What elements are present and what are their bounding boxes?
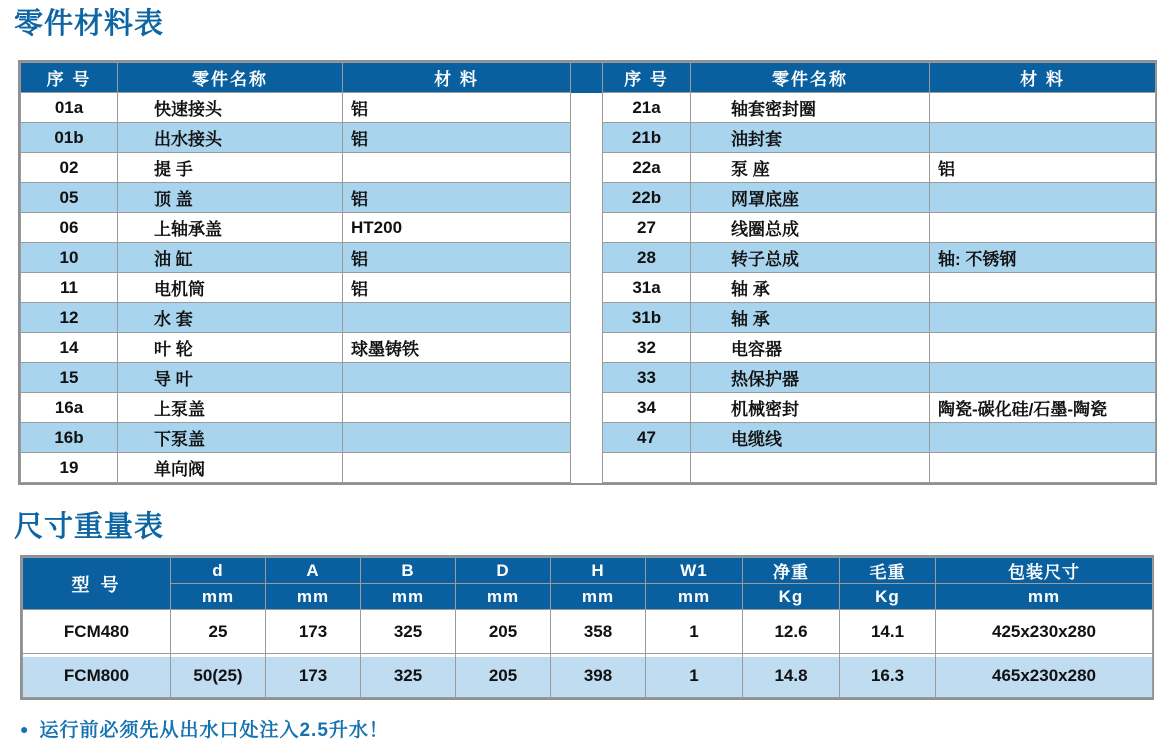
- value-package-size: 425x230x280: [936, 610, 1153, 654]
- part-material: 铝: [930, 153, 1156, 183]
- part-material: [930, 303, 1156, 333]
- part-name: 快速接头: [118, 93, 343, 123]
- part-name: 转子总成: [691, 243, 930, 273]
- part-material: 球墨铸铁: [343, 333, 571, 363]
- table-gutter: [571, 363, 603, 393]
- part-no: 21a: [603, 93, 691, 123]
- part-no: 10: [21, 243, 118, 273]
- part-material: 铝: [343, 123, 571, 153]
- unit-b: mm: [361, 584, 456, 610]
- table-row: [21, 453, 1156, 483]
- value-net-weight: 12.6: [743, 610, 840, 654]
- part-name: 上泵盖: [118, 393, 343, 423]
- parts-table-container: [18, 60, 1157, 485]
- part-no: 01b: [21, 123, 118, 153]
- part-material: [930, 213, 1156, 243]
- table-gutter: [571, 153, 603, 183]
- table-row: [21, 93, 1156, 123]
- part-no: 12: [21, 303, 118, 333]
- header-no-left: 序 号: [21, 63, 118, 93]
- value-package-size: 465x230x280: [936, 654, 1153, 698]
- dims-header-row-units: [23, 584, 1153, 610]
- part-name: 泵 座: [691, 153, 930, 183]
- unit-d2: mm: [456, 584, 551, 610]
- unit-gross-weight: Kg: [840, 584, 936, 610]
- part-no: 11: [21, 273, 118, 303]
- table-row: [21, 213, 1156, 243]
- part-no: 01a: [21, 93, 118, 123]
- table-gutter: [571, 273, 603, 303]
- dims-header-row-labels: [23, 558, 1153, 584]
- value-d2: 205: [456, 610, 551, 654]
- header-material-right: 材 料: [930, 63, 1156, 93]
- table-row: [23, 654, 1153, 698]
- header-package-size: 包装尺寸: [936, 558, 1153, 584]
- value-d: 25: [171, 610, 266, 654]
- header-a: A: [266, 558, 361, 584]
- unit-h: mm: [551, 584, 646, 610]
- part-no: 15: [21, 363, 118, 393]
- part-name: 顶 盖: [118, 183, 343, 213]
- header-d: d: [171, 558, 266, 584]
- part-material: 铝: [343, 93, 571, 123]
- part-no: 33: [603, 363, 691, 393]
- table-gutter: [571, 393, 603, 423]
- part-material: [930, 273, 1156, 303]
- part-name: 下泵盖: [118, 423, 343, 453]
- part-material: [343, 153, 571, 183]
- value-gross-weight: 16.3: [840, 654, 936, 698]
- value-net-weight: 14.8: [743, 654, 840, 698]
- value-w1: 1: [646, 654, 743, 698]
- part-no: 02: [21, 153, 118, 183]
- table-row: [21, 363, 1156, 393]
- part-no: 05: [21, 183, 118, 213]
- part-no: 19: [21, 453, 118, 483]
- table-row: [21, 273, 1156, 303]
- header-model: 型 号: [23, 558, 171, 610]
- table-gutter: [571, 93, 603, 123]
- unit-package-size: mm: [936, 584, 1153, 610]
- part-material: [930, 183, 1156, 213]
- part-material: [930, 453, 1156, 483]
- part-material: [343, 303, 571, 333]
- part-material: [343, 453, 571, 483]
- part-name: 网罩底座: [691, 183, 930, 213]
- value-d: 50(25): [171, 654, 266, 698]
- unit-a: mm: [266, 584, 361, 610]
- value-b: 325: [361, 610, 456, 654]
- parts-table-title: 零件材料表: [14, 8, 165, 40]
- part-no: [603, 453, 691, 483]
- header-net-weight: 净重: [743, 558, 840, 584]
- part-name: 叶 轮: [118, 333, 343, 363]
- table-row: [21, 243, 1156, 273]
- parts-header-row: [21, 63, 1156, 93]
- part-name: [691, 453, 930, 483]
- value-b: 325: [361, 654, 456, 698]
- table-row: [21, 123, 1156, 153]
- header-name-right: 零件名称: [691, 63, 930, 93]
- part-name: 机械密封: [691, 393, 930, 423]
- part-material: [930, 363, 1156, 393]
- table-gutter: [571, 303, 603, 333]
- value-h: 358: [551, 610, 646, 654]
- header-h: H: [551, 558, 646, 584]
- part-no: 21b: [603, 123, 691, 153]
- header-no-right: 序 号: [603, 63, 691, 93]
- unit-d: mm: [171, 584, 266, 610]
- table-row: [21, 153, 1156, 183]
- warning-note: [20, 715, 1172, 742]
- part-material: 铝: [343, 183, 571, 213]
- table-row: [23, 610, 1153, 654]
- header-gutter: [571, 63, 603, 93]
- part-material: [930, 423, 1156, 453]
- value-a: 173: [266, 654, 361, 698]
- part-material: [930, 93, 1156, 123]
- unit-net-weight: Kg: [743, 584, 840, 610]
- part-no: 47: [603, 423, 691, 453]
- part-material: [343, 393, 571, 423]
- part-name: 油封套: [691, 123, 930, 153]
- part-name: 热保护器: [691, 363, 930, 393]
- part-material: [343, 363, 571, 393]
- value-w1: 1: [646, 610, 743, 654]
- table-row: [21, 393, 1156, 423]
- part-name: 出水接头: [118, 123, 343, 153]
- model-name: FCM800: [23, 654, 171, 698]
- part-name: 线圈总成: [691, 213, 930, 243]
- table-gutter: [571, 183, 603, 213]
- part-material: 陶瓷-碳化硅/石墨-陶瓷: [930, 393, 1156, 423]
- part-name: 轴 承: [691, 303, 930, 333]
- part-material: 轴: 不锈钢: [930, 243, 1156, 273]
- part-material: [930, 123, 1156, 153]
- part-name: 导 叶: [118, 363, 343, 393]
- part-name: 轴套密封圈: [691, 93, 930, 123]
- bullet-icon: ●: [20, 721, 30, 737]
- part-name: 油 缸: [118, 243, 343, 273]
- header-b: B: [361, 558, 456, 584]
- part-material: HT200: [343, 213, 571, 243]
- table-gutter: [571, 123, 603, 153]
- table-row: [21, 333, 1156, 363]
- part-name: 电容器: [691, 333, 930, 363]
- part-no: 22b: [603, 183, 691, 213]
- part-material: [930, 333, 1156, 363]
- value-a: 173: [266, 610, 361, 654]
- header-d2: D: [456, 558, 551, 584]
- part-name: 上轴承盖: [118, 213, 343, 243]
- part-material: 铝: [343, 273, 571, 303]
- part-no: 14: [21, 333, 118, 363]
- table-gutter: [571, 423, 603, 453]
- part-no: 31a: [603, 273, 691, 303]
- part-name: 单向阀: [118, 453, 343, 483]
- part-name: 轴 承: [691, 273, 930, 303]
- warning-note-text: 运行前必须先从出水口处注入2.5升水！: [39, 720, 389, 741]
- dims-table: [22, 557, 1153, 698]
- part-no: 06: [21, 213, 118, 243]
- table-row: [21, 183, 1156, 213]
- part-no: 16b: [21, 423, 118, 453]
- part-name: 水 套: [118, 303, 343, 333]
- value-gross-weight: 14.1: [840, 610, 936, 654]
- table-gutter: [571, 333, 603, 363]
- part-name: 提 手: [118, 153, 343, 183]
- value-h: 398: [551, 654, 646, 698]
- header-material-left: 材 料: [343, 63, 571, 93]
- part-no: 34: [603, 393, 691, 423]
- part-no: 28: [603, 243, 691, 273]
- table-gutter: [571, 243, 603, 273]
- header-gross-weight: 毛重: [840, 558, 936, 584]
- part-name: 电机筒: [118, 273, 343, 303]
- unit-w1: mm: [646, 584, 743, 610]
- dims-table-container: [20, 555, 1154, 700]
- part-no: 27: [603, 213, 691, 243]
- header-name-left: 零件名称: [118, 63, 343, 93]
- part-material: [343, 423, 571, 453]
- value-d2: 205: [456, 654, 551, 698]
- table-row: [21, 303, 1156, 333]
- table-row: [21, 423, 1156, 453]
- part-name: 电缆线: [691, 423, 930, 453]
- header-w1: W1: [646, 558, 743, 584]
- model-name: FCM480: [23, 610, 171, 654]
- table-gutter: [571, 453, 603, 483]
- table-gutter: [571, 213, 603, 243]
- part-no: 32: [603, 333, 691, 363]
- part-no: 31b: [603, 303, 691, 333]
- dims-table-title: 尺寸重量表: [14, 511, 165, 543]
- part-no: 16a: [21, 393, 118, 423]
- parts-table: [20, 62, 1156, 483]
- part-material: 铝: [343, 243, 571, 273]
- part-no: 22a: [603, 153, 691, 183]
